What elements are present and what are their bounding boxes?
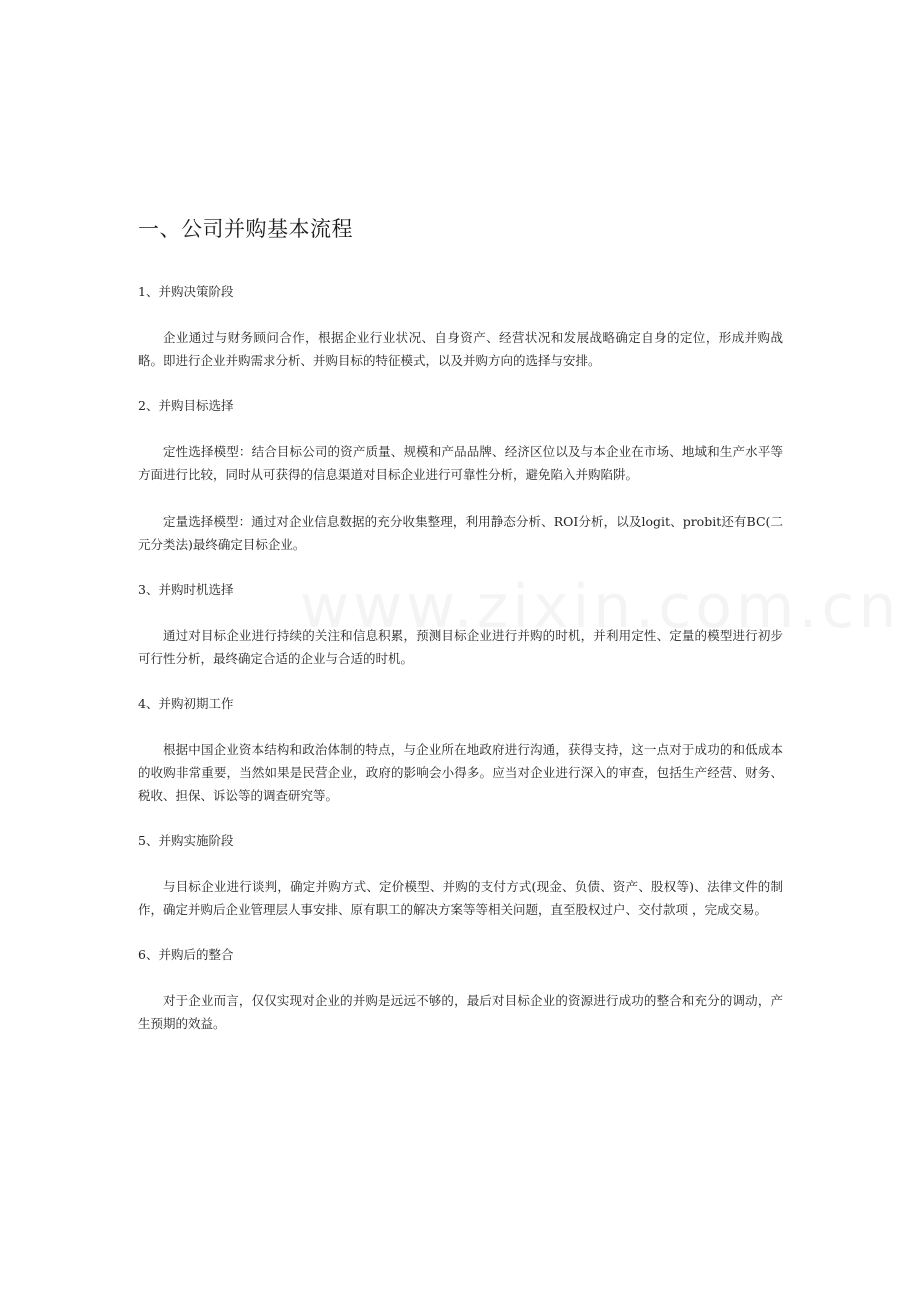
section-5	[138, 831, 783, 921]
section-2	[138, 396, 783, 556]
section-heading: 6、并购后的整合	[138, 947, 234, 962]
section-heading: 1、并购决策阶段	[138, 284, 234, 299]
section-heading: 4、并购初期工作	[138, 696, 234, 711]
document-body	[138, 214, 783, 1059]
section-heading: 2、并购目标选择	[138, 398, 234, 413]
section-paragraph: 定量选择模型：通过对企业信息数据的充分收集整理，利用静态分析、ROI分析，以及logit、probit还有BC(二元分类法)最终确定目标企业。	[138, 514, 783, 552]
section-paragraph: 通过对目标企业进行持续的关注和信息积累，预测目标企业进行并购的时机，并利用定性、定量的模型进行初步可行性分析，最终确定合适的企业与合适的时机。	[138, 628, 783, 666]
section-1	[138, 282, 783, 372]
section-4	[138, 694, 783, 807]
section-paragraph: 与目标企业进行谈判，确定并购方式、定价模型、并购的支付方式(现金、负债、资产、股权等)、法律文件的制作，确定并购后企业管理层人事安排、原有职工的解决方案等等相关问题，直至股权过户、交付款项 ，完成交易。	[138, 879, 783, 917]
section-heading: 3、并购时机选择	[138, 582, 234, 597]
document-title: 一、公司并购基本流程	[138, 217, 353, 241]
section-paragraph: 定性选择模型：结合目标公司的资产质量、规模和产品品牌、经济区位以及与本企业在市场、地域和生产水平等方面进行比较，同时从可获得的信息渠道对目标企业进行可靠性分析，避免陷入并购陷阱。	[138, 444, 783, 482]
section-paragraph: 根据中国企业资本结构和政治体制的特点，与企业所在地政府进行沟通，获得支持，这一点对于成功的和低成本的收购非常重要，当然如果是民营企业，政府的影响会小得多。应当对企业进行深入的审查，包括生产经营、财务、税收、担保、诉讼等的调查研究等。	[138, 742, 783, 803]
section-heading: 5、并购实施阶段	[138, 833, 234, 848]
section-3	[138, 580, 783, 670]
section-paragraph: 企业通过与财务顾问合作，根据企业行业状况、自身资产、经营状况和发展战略确定自身的定位，形成并购战略。即进行企业并购需求分析、并购目标的特征模式，以及并购方向的选择与安排。	[138, 330, 783, 368]
section-6	[138, 945, 783, 1035]
section-paragraph: 对于企业而言，仅仅实现对企业的并购是远远不够的，最后对目标企业的资源进行成功的整合和充分的调动，产生预期的效益。	[138, 993, 783, 1031]
